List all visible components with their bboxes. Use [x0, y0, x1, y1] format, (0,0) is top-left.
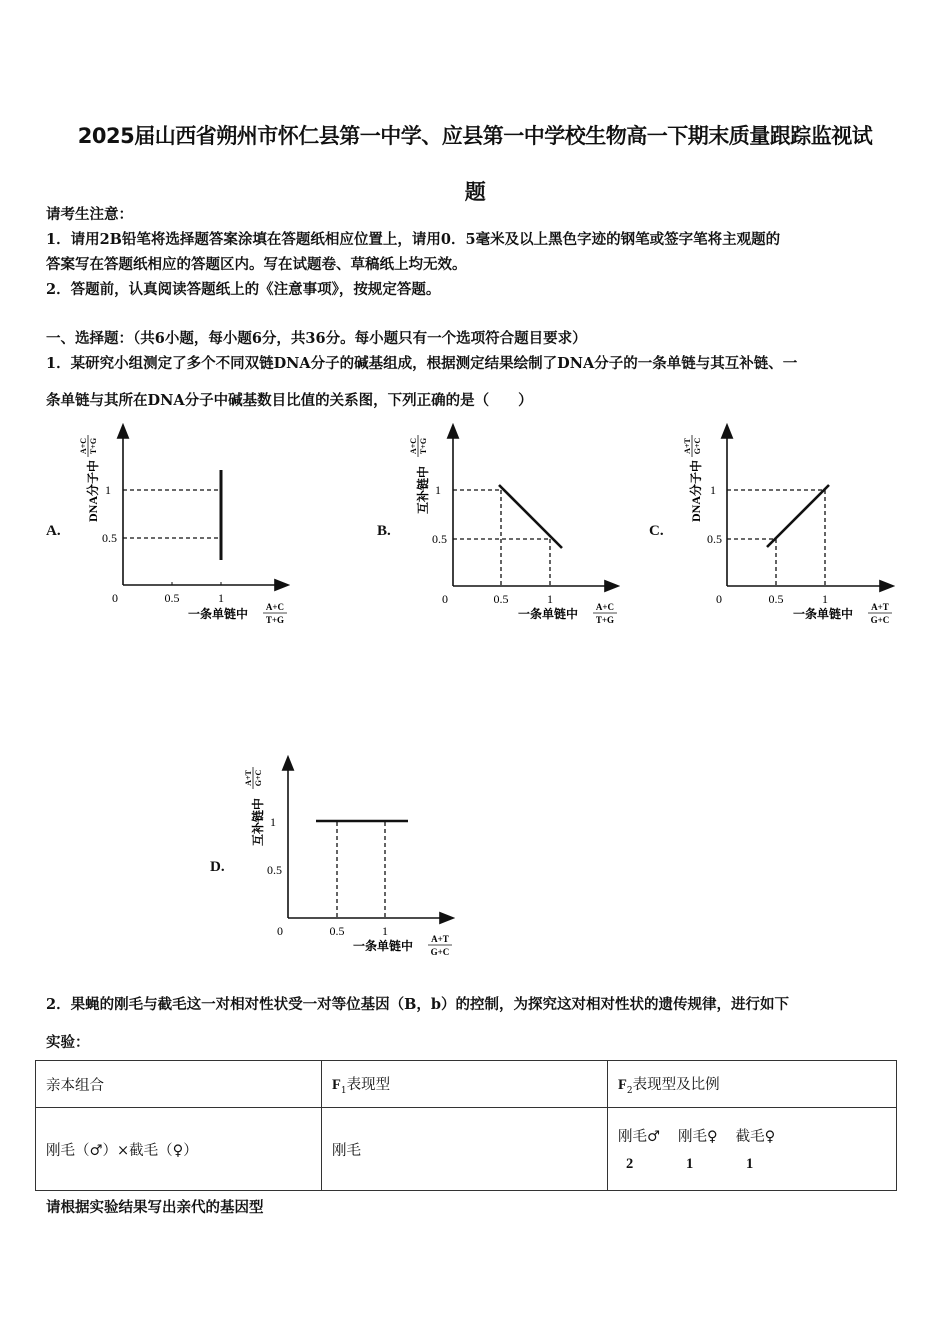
option-a-label[interactable]: A. [46, 523, 61, 539]
svg-text:0.5: 0.5 [707, 532, 722, 546]
section-heading: 一、选择题：（共6小题，每小题6分，共36分。每小题只有一个选项符合题目要求） [46, 330, 587, 347]
svg-text:1: 1 [822, 592, 828, 606]
svg-text:一条单链中: 一条单链中 [518, 607, 579, 621]
svg-text:A+C: A+C [409, 437, 418, 455]
f2-phenotype: 刚毛♀ [678, 1129, 718, 1145]
title-line-2: 题 [464, 180, 486, 204]
svg-text:T+G: T+G [265, 615, 285, 625]
chart-option-d [240, 750, 470, 965]
chart-option-c [680, 418, 910, 633]
svg-text:0.5: 0.5 [267, 863, 282, 877]
svg-text:G+C: G+C [254, 769, 263, 787]
svg-text:DNA分子中: DNA分子中 [86, 460, 100, 522]
svg-text:0.5: 0.5 [102, 531, 117, 545]
title-line-1: 2025届山西省朔州市怀仁县第一中学、应县第一中学校生物高一下期末质量跟踪监视试 [77, 124, 873, 148]
question-1-line-b: 条单链与其所在DNA分子中碱基数目比值的关系图，下列正确的是（ ） [46, 392, 533, 409]
svg-text:1: 1 [105, 483, 111, 497]
svg-text:0: 0 [277, 924, 283, 938]
notice-item-2: 2．答题前，认真阅读答题纸上的《注意事项》，按规定答题。 [46, 281, 441, 298]
f2-ratio: 1 [746, 1156, 754, 1172]
svg-text:G+C: G+C [430, 947, 450, 957]
svg-text:互补链中: 互补链中 [251, 797, 265, 846]
svg-text:A+C: A+C [79, 437, 88, 455]
question-2-footer: 请根据实验结果写出亲代的基因型 [46, 1199, 264, 1216]
svg-text:G+C: G+C [693, 437, 702, 455]
svg-text:一条单链中: 一条单链中 [353, 939, 414, 953]
svg-text:1: 1 [435, 483, 441, 497]
header-f2-phenotype-ratio: $F_2$表现型及比例 [608, 1061, 897, 1108]
svg-text:互补链中: 互补链中 [416, 465, 430, 514]
svg-text:T+G: T+G [89, 437, 98, 455]
svg-text:A+T: A+T [871, 602, 889, 612]
svg-text:A+C: A+C [265, 602, 285, 612]
svg-text:一条单链中: 一条单链中 [188, 607, 249, 621]
table-row [36, 1108, 897, 1191]
svg-text:T+G: T+G [595, 615, 615, 625]
svg-text:A+T: A+T [431, 934, 449, 944]
svg-text:1: 1 [218, 591, 224, 605]
chart-option-b [405, 418, 635, 633]
question-2-line-b: 实验： [46, 1034, 90, 1051]
f2-phenotype: 截毛♀ [735, 1129, 776, 1145]
svg-text:1: 1 [547, 592, 553, 606]
experiment-table [35, 1060, 897, 1191]
svg-text:1: 1 [382, 924, 388, 938]
header-parent-cross: 亲本组合 [36, 1061, 322, 1108]
svg-text:0: 0 [112, 591, 118, 605]
question-2-line-a: 2．果蝇的刚毛与截毛这一对相对性状受一对等位基因（B，b）的控制，为探究这对相对性状的遗传规律，进行如下 [46, 996, 789, 1013]
option-c-label[interactable]: C. [649, 523, 664, 539]
header-f1-phenotype: $F_1$表现型 [322, 1061, 608, 1108]
svg-text:0.5: 0.5 [493, 592, 509, 606]
option-b-label[interactable]: B. [377, 523, 391, 539]
table-header-row [36, 1061, 897, 1108]
svg-text:G+C: G+C [870, 615, 890, 625]
f2-phenotype: 刚毛♂ [618, 1129, 660, 1145]
svg-text:0.5: 0.5 [164, 591, 180, 605]
svg-text:DNA分子中: DNA分子中 [689, 460, 703, 522]
cell-parent-cross: 刚毛（♂）×截毛（♀） [36, 1108, 322, 1191]
svg-text:0.5: 0.5 [432, 532, 447, 546]
svg-text:0: 0 [716, 592, 722, 606]
notice-item-1a: 1．请用2B铅笔将选择题答案涂填在答题纸相应位置上，请用0．5毫米及以上黑色字迹的钢笔或签字笔将主观题的 [46, 231, 781, 248]
svg-text:T+G: T+G [419, 437, 428, 455]
question-1-line-a: 1．某研究小组测定了多个不同双链DNA分子的碱基组成，根据测定结果绘制了DNA分子的一条单链与其互补链、一 [46, 355, 798, 372]
svg-text:A+T: A+T [244, 770, 253, 786]
notice-heading: 请考生注意： [46, 206, 133, 223]
cell-f1-phenotype: 刚毛 [322, 1108, 608, 1191]
document-title [40, 108, 910, 220]
data-line [767, 485, 829, 547]
svg-text:0.5: 0.5 [329, 924, 345, 938]
svg-text:0.5: 0.5 [768, 592, 784, 606]
svg-text:1: 1 [710, 483, 716, 497]
svg-text:A+C: A+C [595, 602, 615, 612]
option-d-label[interactable]: D. [210, 859, 225, 875]
svg-text:一条单链中: 一条单链中 [793, 607, 854, 621]
chart-option-a [75, 418, 305, 633]
notice-item-1b: 答案写在答题纸相应的答题区内。写在试题卷、草稿纸上均无效。 [46, 256, 467, 273]
f2-ratio: 1 [686, 1156, 694, 1172]
svg-text:0: 0 [442, 592, 448, 606]
cell-f2-phenotype-ratio [608, 1108, 897, 1191]
f2-ratio: 2 [626, 1156, 634, 1172]
svg-text:1: 1 [270, 815, 276, 829]
svg-text:A+T: A+T [683, 438, 692, 454]
